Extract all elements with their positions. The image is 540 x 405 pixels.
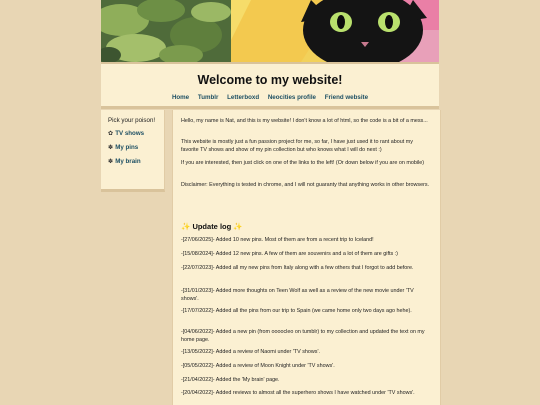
- update-log-entry: -[31/01/2023]- Added more thoughts on Teen Wolf as well as a review of the new movie under 'TV shows'.: [181, 288, 414, 302]
- main-content: [172, 110, 441, 405]
- update-log-entry: -[21/04/2022]- Added the 'My brain' page.: [181, 377, 280, 383]
- update-log-heading: [181, 222, 243, 231]
- intro-paragraph: Hello, my name is Nat, and this is my website! I don't know a lot of html, so the code is a bit of a mess...: [181, 118, 428, 124]
- top-nav: [101, 94, 439, 101]
- sidebar-item-my-pins[interactable]: [108, 144, 138, 151]
- sparkle-icon: ✨: [181, 222, 191, 231]
- update-log-entry: -[22/07/2023]- Added all my new pins from Italy along with a few others that I forgot to add before.: [181, 265, 414, 271]
- update-log-entry: -[15/08/2024]- Added 12 new pins. A few of them are souvenirs and a lot of them are gifts :): [181, 251, 398, 257]
- intro-paragraph: This website is mostly just a fun passion project for me, so far, I have just used it to rant about my favorite TV shows and show of my pin collection but who knows what I will do next :): [181, 139, 413, 153]
- sparkle-icon: ✨: [233, 222, 243, 231]
- update-log-entry: -[05/05/2022]- Added a review of Moon Knight under 'TV shows'.: [181, 363, 335, 369]
- nav-link-letterboxd[interactable]: Letterboxd: [227, 94, 260, 101]
- nav-link-neocities-profile[interactable]: Neocities profile: [267, 94, 316, 101]
- update-log-entry: -[20/04/2022]- Added reviews to almost all the superhero shows I have watched under 'TV shows'.: [181, 390, 415, 396]
- update-log-entry: -[27/06/2025]- Added 10 new pins. Most of them are from a recent trip to Iceland!: [181, 237, 374, 243]
- asterisk-flower-icon: ✽: [108, 158, 114, 165]
- sidebar: [101, 110, 165, 192]
- page-title: Welcome to my website!: [197, 73, 343, 87]
- intro-paragraph: Disclaimer: Everything is tested in chrome, and I will not guaranty that anything works in other browsers.: [181, 182, 430, 188]
- site-header: [101, 64, 439, 109]
- intro-paragraph: If you are interested, then just click on one of the links to the left! (Or down below if you are on mobile): [181, 160, 425, 166]
- sidebar-item-label: My pins: [115, 144, 139, 151]
- update-log-entry: -[17/07/2022]- Added all the pins from our trip to Spain (we came home only two days ago hehe).: [181, 308, 412, 314]
- sidebar-item-label: My brain: [115, 158, 141, 165]
- nav-link-friend-website[interactable]: Friend website: [324, 94, 369, 101]
- sidebar-title: Pick your poison!: [108, 117, 156, 124]
- nav-link-tumblr[interactable]: Tumblr: [197, 94, 219, 101]
- sidebar-item-my-brain[interactable]: [108, 158, 141, 165]
- sidebar-item-label: TV shows: [115, 130, 145, 137]
- sidebar-item-tv-shows[interactable]: [108, 130, 144, 137]
- update-log-entry: -[13/05/2022]- Added a review of Naomi under 'TV shows'.: [181, 349, 320, 355]
- header-banner-image: [101, 0, 439, 64]
- update-log-entry: -[04/06/2022]- Added a new pin (from oooocleo on tumblr) to my collection and updated the text on my home page.: [181, 329, 425, 343]
- nav-link-home[interactable]: Home: [171, 94, 190, 101]
- asterisk-flower-icon: ✽: [108, 144, 114, 151]
- update-log-title: Update log: [192, 222, 232, 231]
- flower-icon: ✿: [108, 130, 114, 137]
